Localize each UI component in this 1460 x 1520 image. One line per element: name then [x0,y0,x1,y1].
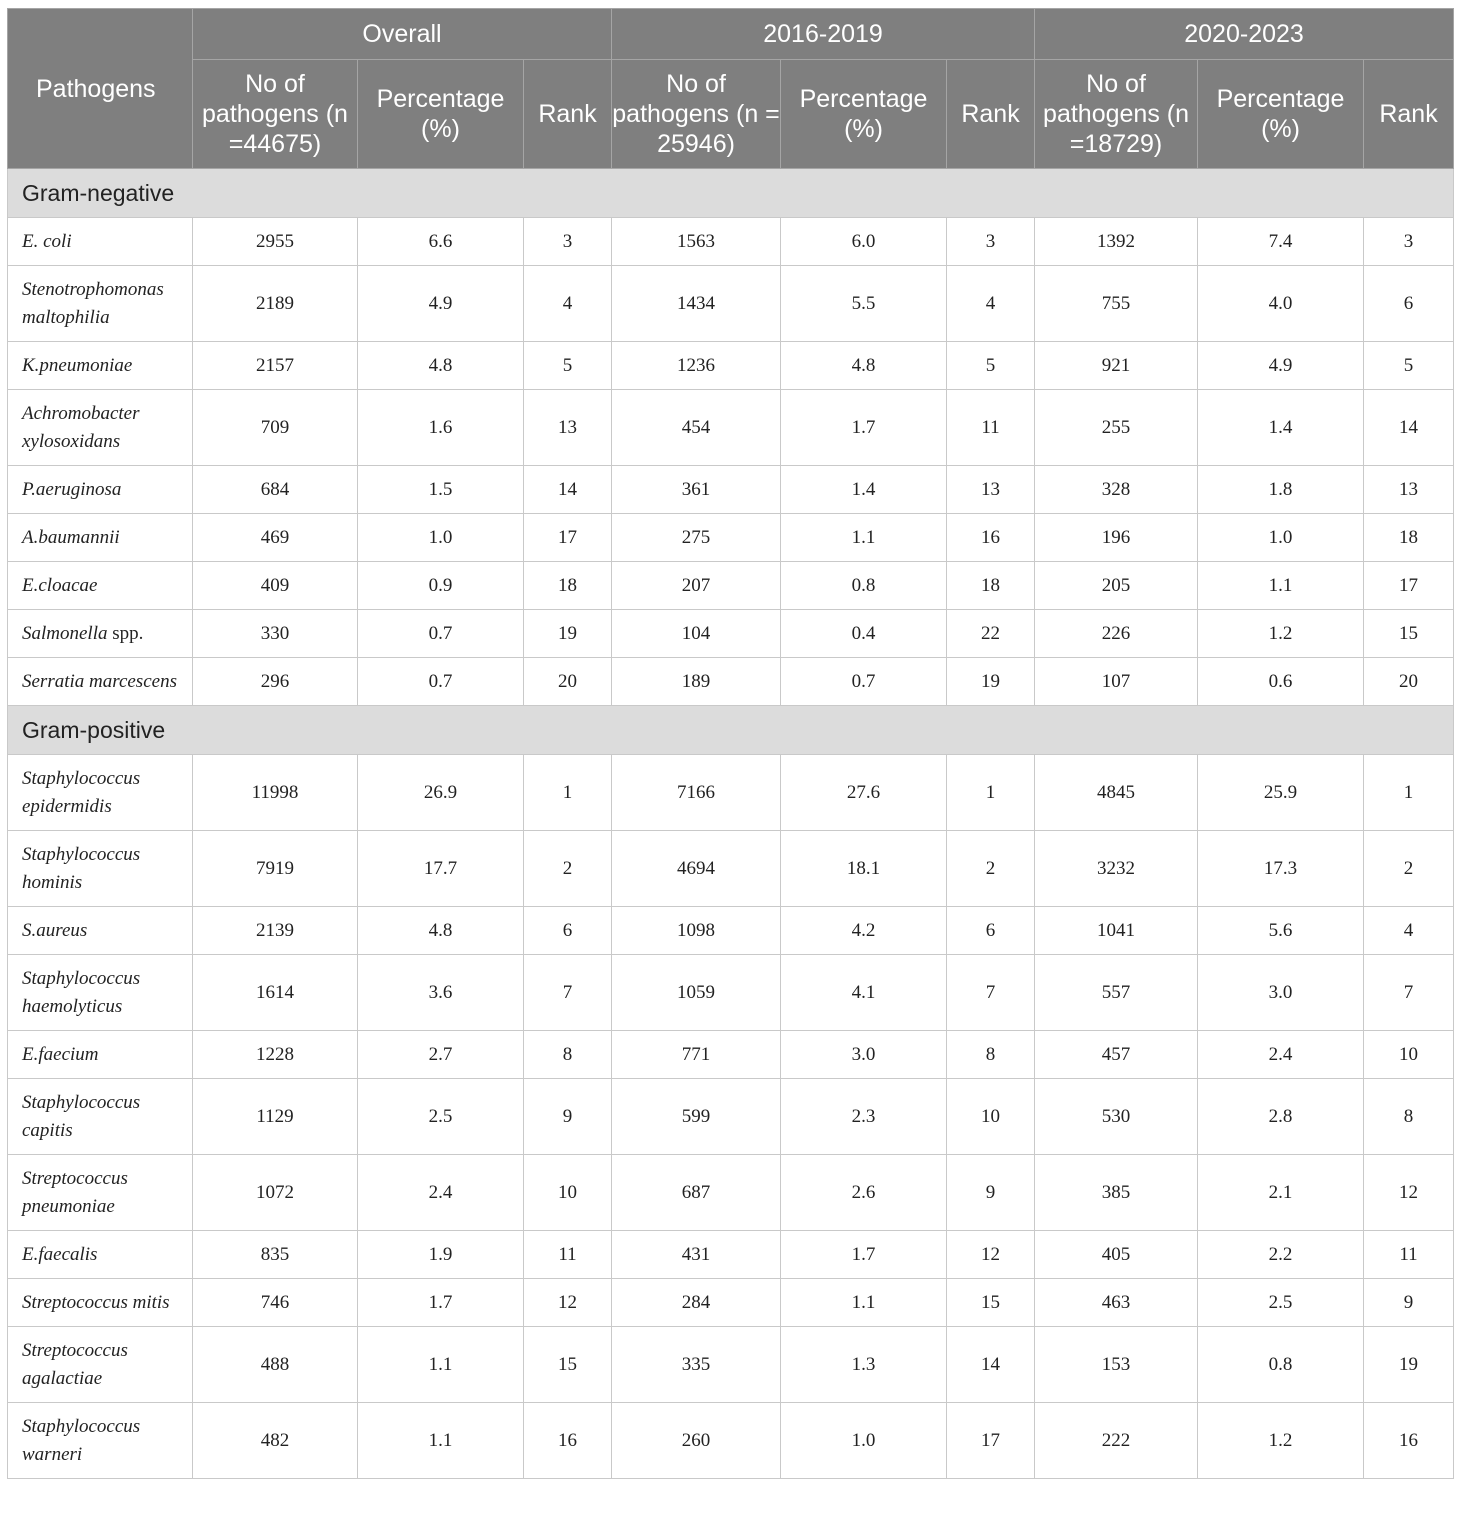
percentage-cell: 27.6 [781,755,947,831]
table-row [8,907,1454,955]
percentage-cell: 4.8 [358,342,524,390]
count-cell: 1392 [1035,218,1198,266]
rank-cell: 19 [1364,1327,1454,1403]
count-cell: 921 [1035,342,1198,390]
count-cell: 835 [193,1231,358,1279]
percentage-cell: 3.0 [781,1031,947,1079]
count-cell: 104 [612,610,781,658]
rank-cell: 3 [524,218,612,266]
rank-cell: 17 [947,1403,1035,1479]
rank-cell: 13 [524,390,612,466]
percentage-cell: 2.6 [781,1155,947,1231]
percentage-cell: 2.5 [1198,1279,1364,1327]
group-header-2016-2019: 2016-2019 [612,9,1035,60]
rank-cell: 3 [1364,218,1454,266]
table-body [8,169,1454,1479]
group-header-overall: Overall [193,9,612,60]
table-row [8,610,1454,658]
pathogen-name-text: K.pneumoniae [22,354,133,376]
table-row [8,466,1454,514]
count-cell: 482 [193,1403,358,1479]
percentage-cell: 4.1 [781,955,947,1031]
percentage-cell: 1.4 [781,466,947,514]
percentage-cell: 2.8 [1198,1079,1364,1155]
count-cell: 2955 [193,218,358,266]
table-row [8,1155,1454,1231]
pathogen-name-suffix: spp. [107,622,144,644]
pathogen-name [8,266,193,342]
count-cell: 107 [1035,658,1198,706]
percentage-cell: 0.4 [781,610,947,658]
count-cell: 2139 [193,907,358,955]
pathogen-name [8,1327,193,1403]
count-cell: 361 [612,466,781,514]
percentage-cell: 4.9 [1198,342,1364,390]
percentage-cell: 1.0 [1198,514,1364,562]
pathogen-name-text: Streptococcus mitis [22,1291,170,1313]
count-cell: 2157 [193,342,358,390]
percentage-cell: 2.4 [358,1155,524,1231]
percentage-cell: 2.5 [358,1079,524,1155]
percentage-cell: 1.8 [1198,466,1364,514]
pathogen-name-text: Staphylococcus warneri [22,1415,141,1465]
rank-cell: 3 [947,218,1035,266]
rank-cell: 20 [1364,658,1454,706]
group-row [8,706,1454,755]
count-cell: 260 [612,1403,781,1479]
count-cell: 1072 [193,1155,358,1231]
rank-cell: 1 [524,755,612,831]
count-cell: 409 [193,562,358,610]
percentage-header: Percentage (%) [358,60,524,169]
rank-cell: 12 [947,1231,1035,1279]
rank-cell: 22 [947,610,1035,658]
rank-header: Rank [1364,60,1454,169]
count-cell: 3232 [1035,831,1198,907]
rank-cell: 11 [1364,1231,1454,1279]
rank-cell: 1 [1364,755,1454,831]
count-cell: 7919 [193,831,358,907]
count-cell: 454 [612,390,781,466]
group-label: Gram-negative [8,169,1454,218]
pathogen-name-text: A.baumannii [22,526,120,548]
count-cell: 746 [193,1279,358,1327]
percentage-cell: 4.8 [781,342,947,390]
count-cell: 4694 [612,831,781,907]
pathogen-name-text: Streptococcus agalactiae [22,1339,128,1389]
count-cell: 255 [1035,390,1198,466]
rank-cell: 8 [1364,1079,1454,1155]
rank-cell: 16 [524,1403,612,1479]
table-row [8,1279,1454,1327]
count-cell: 335 [612,1327,781,1403]
rank-cell: 10 [947,1079,1035,1155]
pathogen-name-text: P.aeruginosa [22,478,122,500]
rank-cell: 15 [1364,610,1454,658]
rank-cell: 16 [947,514,1035,562]
pathogen-name-text: Staphylococcus capitis [22,1091,141,1141]
pathogen-table [7,8,1454,1479]
pathogen-name [8,466,193,514]
rank-cell: 4 [947,266,1035,342]
rank-cell: 6 [524,907,612,955]
rank-cell: 19 [524,610,612,658]
percentage-cell: 1.7 [781,1231,947,1279]
rank-cell: 17 [524,514,612,562]
pathogen-name [8,907,193,955]
pathogen-name [8,1279,193,1327]
pathogen-name [8,562,193,610]
rank-header: Rank [524,60,612,169]
percentage-cell: 1.9 [358,1231,524,1279]
rank-cell: 8 [524,1031,612,1079]
count-cell: 599 [612,1079,781,1155]
count-cell: 196 [1035,514,1198,562]
percentage-cell: 1.2 [1198,1403,1364,1479]
count-cell: 557 [1035,955,1198,1031]
count-cell: 463 [1035,1279,1198,1327]
pathogen-name-text: E.cloacae [22,574,98,596]
percentage-cell: 2.4 [1198,1031,1364,1079]
count-cell: 1041 [1035,907,1198,955]
count-cell: 284 [612,1279,781,1327]
count-cell: 385 [1035,1155,1198,1231]
percentage-cell: 4.2 [781,907,947,955]
group-header-2020-2023: 2020-2023 [1035,9,1454,60]
rank-cell: 15 [947,1279,1035,1327]
count-cell: 296 [193,658,358,706]
count-cell: 328 [1035,466,1198,514]
pathogen-name-text: Staphylococcus hominis [22,843,141,893]
count-cell: 226 [1035,610,1198,658]
pathogen-name [8,955,193,1031]
count-cell: 755 [1035,266,1198,342]
percentage-cell: 0.9 [358,562,524,610]
no-of-pathogens-header: No of pathogens (n = 25946) [612,60,781,169]
rank-cell: 12 [524,1279,612,1327]
table-row [8,755,1454,831]
count-cell: 275 [612,514,781,562]
rank-cell: 5 [947,342,1035,390]
pathogen-name [8,755,193,831]
rank-cell: 7 [1364,955,1454,1031]
percentage-cell: 6.0 [781,218,947,266]
pathogen-name [8,610,193,658]
percentage-cell: 5.5 [781,266,947,342]
rank-cell: 6 [1364,266,1454,342]
percentage-cell: 0.7 [358,610,524,658]
count-cell: 1236 [612,342,781,390]
count-cell: 1098 [612,907,781,955]
percentage-cell: 0.7 [781,658,947,706]
rank-cell: 17 [1364,562,1454,610]
percentage-cell: 0.8 [1198,1327,1364,1403]
table-row [8,955,1454,1031]
percentage-cell: 2.7 [358,1031,524,1079]
table-header [8,9,1454,169]
percentage-cell: 17.7 [358,831,524,907]
table-row [8,266,1454,342]
rank-cell: 7 [947,955,1035,1031]
rank-cell: 15 [524,1327,612,1403]
percentage-cell: 1.2 [1198,610,1364,658]
count-cell: 431 [612,1231,781,1279]
rank-cell: 9 [1364,1279,1454,1327]
percentage-cell: 0.8 [781,562,947,610]
pathogen-name-text: E.faecium [22,1043,99,1065]
count-cell: 1228 [193,1031,358,1079]
percentage-cell: 1.5 [358,466,524,514]
group-label: Gram-positive [8,706,1454,755]
pathogen-name [8,1031,193,1079]
pathogen-name [8,514,193,562]
count-cell: 488 [193,1327,358,1403]
no-of-pathogens-header: No of pathogens (n =44675) [193,60,358,169]
rank-cell: 1 [947,755,1035,831]
percentage-header: Percentage (%) [1198,60,1364,169]
rank-cell: 18 [1364,514,1454,562]
percentage-cell: 4.9 [358,266,524,342]
rank-cell: 11 [524,1231,612,1279]
count-cell: 687 [612,1155,781,1231]
table-row [8,1031,1454,1079]
pathogen-name-text: E.faecalis [22,1243,98,1265]
count-cell: 709 [193,390,358,466]
rank-cell: 6 [947,907,1035,955]
rank-cell: 10 [1364,1031,1454,1079]
rank-cell: 4 [524,266,612,342]
pathogen-name [8,1079,193,1155]
percentage-cell: 3.0 [1198,955,1364,1031]
count-cell: 11998 [193,755,358,831]
rank-cell: 7 [524,955,612,1031]
table-row [8,1079,1454,1155]
pathogen-name-text: Achromobacter xylosoxidans [22,402,140,452]
rank-cell: 5 [1364,342,1454,390]
table-row [8,218,1454,266]
pathogen-name-text: Staphylococcus epidermidis [22,767,141,817]
percentage-cell: 2.2 [1198,1231,1364,1279]
count-cell: 1129 [193,1079,358,1155]
rank-cell: 10 [524,1155,612,1231]
count-cell: 1059 [612,955,781,1031]
count-cell: 771 [612,1031,781,1079]
percentage-cell: 18.1 [781,831,947,907]
rank-header: Rank [947,60,1035,169]
table-row [8,831,1454,907]
count-cell: 330 [193,610,358,658]
table-row [8,342,1454,390]
table-row [8,562,1454,610]
pathogen-name [8,342,193,390]
group-row [8,169,1454,218]
percentage-cell: 1.7 [358,1279,524,1327]
count-cell: 1434 [612,266,781,342]
percentage-cell: 2.3 [781,1079,947,1155]
table-row [8,1403,1454,1479]
count-cell: 684 [193,466,358,514]
count-cell: 7166 [612,755,781,831]
rank-cell: 12 [1364,1155,1454,1231]
percentage-cell: 7.4 [1198,218,1364,266]
pathogen-name [8,390,193,466]
pathogen-name-text: Salmonella [22,622,108,644]
count-cell: 189 [612,658,781,706]
rank-cell: 16 [1364,1403,1454,1479]
rank-cell: 2 [1364,831,1454,907]
table-row [8,390,1454,466]
percentage-cell: 2.1 [1198,1155,1364,1231]
percentage-cell: 1.1 [358,1327,524,1403]
table-row [8,514,1454,562]
count-cell: 205 [1035,562,1198,610]
percentage-cell: 0.6 [1198,658,1364,706]
rank-cell: 19 [947,658,1035,706]
pathogen-name [8,1155,193,1231]
rank-cell: 14 [524,466,612,514]
pathogen-name [8,831,193,907]
pathogen-name [8,658,193,706]
pathogen-name-text: Streptococcus pneumoniae [22,1167,128,1217]
percentage-cell: 5.6 [1198,907,1364,955]
rank-cell: 18 [524,562,612,610]
pathogen-name-text: Serratia marcescens [22,670,177,692]
percentage-cell: 1.0 [781,1403,947,1479]
rank-cell: 18 [947,562,1035,610]
percentage-cell: 1.0 [358,514,524,562]
percentage-cell: 17.3 [1198,831,1364,907]
rank-cell: 11 [947,390,1035,466]
pathogen-name-text: E. coli [22,230,72,252]
rank-cell: 2 [524,831,612,907]
percentage-cell: 1.6 [358,390,524,466]
percentage-cell: 1.7 [781,390,947,466]
no-of-pathogens-header: No of pathogens (n =18729) [1035,60,1198,169]
count-cell: 405 [1035,1231,1198,1279]
table-row [8,1231,1454,1279]
percentage-cell: 6.6 [358,218,524,266]
rank-cell: 4 [1364,907,1454,955]
count-cell: 207 [612,562,781,610]
percentage-cell: 4.0 [1198,266,1364,342]
rank-cell: 2 [947,831,1035,907]
rank-cell: 14 [1364,390,1454,466]
percentage-cell: 1.1 [1198,562,1364,610]
pathogen-name-text: Staphylococcus haemolyticus [22,967,141,1017]
count-cell: 2189 [193,266,358,342]
pathogen-name-text: S.aureus [22,919,88,941]
percentage-cell: 0.7 [358,658,524,706]
rank-cell: 13 [947,466,1035,514]
rank-cell: 8 [947,1031,1035,1079]
percentage-cell: 1.4 [1198,390,1364,466]
rank-cell: 20 [524,658,612,706]
percentage-cell: 26.9 [358,755,524,831]
pathogens-header: Pathogens [8,9,193,169]
count-cell: 153 [1035,1327,1198,1403]
count-cell: 222 [1035,1403,1198,1479]
count-cell: 530 [1035,1079,1198,1155]
pathogen-name [8,218,193,266]
percentage-header: Percentage (%) [781,60,947,169]
percentage-cell: 1.1 [358,1403,524,1479]
percentage-cell: 4.8 [358,907,524,955]
table-row [8,658,1454,706]
rank-cell: 14 [947,1327,1035,1403]
rank-cell: 5 [524,342,612,390]
pathogen-name [8,1403,193,1479]
pathogen-name-text: Stenotrophomonas maltophilia [22,278,164,328]
pathogen-name [8,1231,193,1279]
percentage-cell: 1.1 [781,514,947,562]
rank-cell: 9 [524,1079,612,1155]
count-cell: 4845 [1035,755,1198,831]
percentage-cell: 1.3 [781,1327,947,1403]
count-cell: 457 [1035,1031,1198,1079]
rank-cell: 9 [947,1155,1035,1231]
count-cell: 1614 [193,955,358,1031]
percentage-cell: 25.9 [1198,755,1364,831]
percentage-cell: 1.1 [781,1279,947,1327]
count-cell: 1563 [612,218,781,266]
rank-cell: 13 [1364,466,1454,514]
table-row [8,1327,1454,1403]
percentage-cell: 3.6 [358,955,524,1031]
count-cell: 469 [193,514,358,562]
